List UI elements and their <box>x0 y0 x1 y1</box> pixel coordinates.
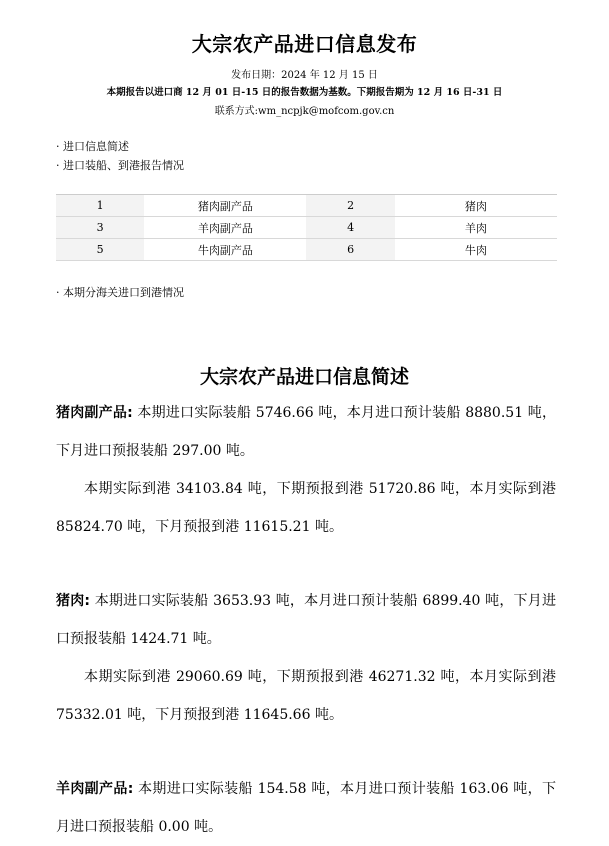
category-link[interactable]: 猪肉副产品 <box>144 195 306 217</box>
mutton-offal-label: 羊肉副产品: <box>56 781 134 797</box>
pork-shipment <box>56 582 556 658</box>
toc-item-shipment-arrival[interactable]: · 进口装船、到港报告情况 <box>56 159 184 172</box>
release-date: 发布日期：2024 年 12 月 15 日 <box>231 70 378 81</box>
pork-offal-shipment-text: 本期进口实际装船 5746.66 吨，本月进口预计装船 8880.51 吨，下月进口预报装船 297.00 吨。 <box>56 405 556 459</box>
category-number: 6 <box>306 239 394 261</box>
table-row <box>56 239 557 261</box>
contact-email: 联系方式:wm_ncpjk@mofcom.gov.cn <box>214 106 395 117</box>
category-link[interactable]: 羊肉 <box>395 217 557 239</box>
category-link[interactable]: 猪肉 <box>395 195 557 217</box>
mutton-offal-shipment-text: 本期进口实际装船 154.58 吨，本月进口预计装船 163.06 吨，下月进口预报装船 0.00 吨。 <box>56 781 556 835</box>
report-basis-note: 本期报告以进口商 12 月 01 日-15 日的报告数据为基数。下期报告期为 12 月 16 日-31 日 <box>106 87 503 98</box>
toc-item-summary[interactable]: · 进口信息简述 <box>56 140 129 153</box>
category-number: 3 <box>56 217 144 239</box>
toc-item-customs-arrival[interactable]: · 本期分海关进口到港情况 <box>56 286 184 299</box>
category-number: 4 <box>306 217 394 239</box>
category-number: 5 <box>56 239 144 261</box>
pork-offal-label: 猪肉副产品: <box>56 405 133 421</box>
page-title: 大宗农产品进口信息发布 <box>191 32 418 56</box>
category-table <box>56 194 557 261</box>
pork-label: 猪肉: <box>56 593 91 609</box>
table-row <box>56 195 557 217</box>
table-row <box>56 217 557 239</box>
pork-arrival: 本期实际到港 29060.69 吨，下期预报到港 46271.32 吨，本月实际到港 75332.01 吨，下月预报到港 11645.66 吨。 <box>56 669 556 723</box>
mutton-offal-shipment <box>56 770 556 846</box>
category-link[interactable]: 羊肉副产品 <box>144 217 306 239</box>
pork-offal-arrival: 本期实际到港 34103.84 吨，下期预报到港 51720.86 吨，本月实际到港 85824.70 吨，下月预报到港 11615.21 吨。 <box>56 481 556 535</box>
pork-offal-shipment <box>56 394 556 470</box>
category-link[interactable]: 牛肉副产品 <box>144 239 306 261</box>
summary-heading: 大宗农产品进口信息简述 <box>199 366 409 388</box>
category-number: 1 <box>56 195 144 217</box>
category-number: 2 <box>306 195 394 217</box>
category-link[interactable]: 牛肉 <box>395 239 557 261</box>
pork-shipment-text: 本期进口实际装船 3653.93 吨，本月进口预计装船 6899.40 吨，下月进口预报装船 1424.71 吨。 <box>56 593 556 647</box>
